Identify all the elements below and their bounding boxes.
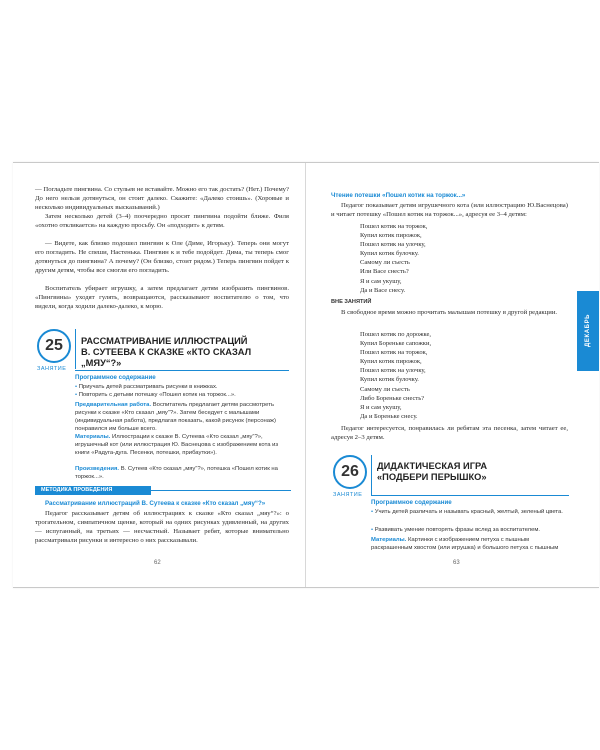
program-heading: Программное содержание (75, 374, 156, 381)
bullet-2 (371, 526, 571, 534)
bullet-dot-icon: • (371, 509, 375, 515)
poem-line: Пошел котик на улочку, (360, 241, 426, 249)
poem-line: Купил котик булочку. (360, 250, 419, 258)
materials-block (75, 433, 291, 457)
prelim-text: Воспитатель предлагает детям рассмотреть рисунки к сказке «Кто сказал „мяу“?». Затем беседует с малышами (индивидуальная работа), предлагая показать, какой рисунок (персонаж) понравился им больше всего. (75, 402, 276, 432)
poem-line: Пошел котик по дорожке, (360, 331, 432, 338)
method-rule (145, 490, 291, 491)
page-number-left: 62 (154, 560, 161, 566)
bullet-text: Повторить с детьми потешку «Пошел котик на торжок...». (78, 392, 236, 398)
lesson-title-line2: «ПОДБЕРИ ПЕРЫШКО» (377, 472, 487, 482)
paragraph-1: — Погладьте пингвина. Со стульев не вставайте. Можно его так достать? (Нет.) Почему? До него нельзя дотянуться, он стоит далеко. Скажите: «Далеко стоишь». (Хоровые и несколько индивидуальных высказываний.) (35, 186, 289, 212)
lesson-title-line2: В. СУТЕЕВА К СКАЗКЕ «КТО СКАЗАЛ „МЯУ“?» (81, 347, 252, 368)
bullet-1 (371, 508, 571, 516)
prelim-label: Предварительная работа. (75, 402, 152, 408)
lesson-underline (371, 495, 569, 496)
poem-line: Или Васе снесть? (360, 268, 409, 276)
bullet-text: Приучать детей рассматривать рисунки в книжках. (78, 384, 218, 390)
bullet-dot-icon: • (75, 384, 79, 390)
poem-line: Самому ли съесть (360, 259, 410, 267)
poem-line: Пошел котик на торжок, (360, 223, 428, 230)
left-page (13, 163, 306, 587)
paragraph-2: Затем несколько детей (3–4) поочередно просят пингвина подойти ближе. Филя «охотно откликается» на каждую просьбу. Он «подходит» к детям. (35, 213, 289, 230)
bullet-dot-icon: • (371, 527, 375, 533)
paragraph-3: — Видете, как близко подошел пингвин к Оле (Диме, Игорьку). Теперь они могут его погладить. Не спеши, Настенька. Пингвин к и тебе подойдет. Дима, ты теперь смог дотянуться до пингвина? А почему? (Он близко, стоит рядом.) Теперь пингвин пойдет к другим детям, чтобы все смогли его погладить. (35, 240, 289, 275)
lesson-title-line1: РАССМАТРИВАНИЕ ИЛЛЮСТРАЦИЙ (81, 336, 248, 346)
bullet-1 (75, 383, 291, 391)
reading-text: Педагог показывает детям игрушечного кота (или иллюстрацию Ю.Васнецова) и читает потешку «Пошел котик на торжок...», адресуя ее 3–4 детям: (331, 202, 568, 219)
lesson-divider (75, 329, 76, 369)
closing-text: Педагог интересуется, понравилась ли ребятам эта песенка, затем читает ее, адресуя 2–3 детям. (331, 425, 568, 442)
bullet-text: Учить детей различать и называть красный, желтый, зеленый цвета. (374, 509, 563, 515)
materials-block (371, 536, 571, 552)
method-subhead: Рассматривание иллюстраций В. Сутеева к сказке «Кто сказал „мяу“?» (45, 500, 266, 507)
poem-2 (360, 330, 431, 421)
lesson-divider (371, 455, 372, 495)
outside-text: В свободное время можно прочитать малышам потешку в другой редакции. (341, 309, 558, 316)
poem-line: Да и Бореньке снесу. (360, 412, 418, 420)
paragraph-4: Воспитатель убирает игрушку, а затем предлагает детям изобразить пингвинов. «Пингвины» уходят гулять, возвращаются, рассказывают воспитателю о том, что видели, когда ходили далеко-далеко, к морю. (35, 285, 289, 311)
bullet-text: Развивать умение повторять фразы вслед за воспитателем. (374, 527, 541, 533)
product-text: В. Сутеев «Кто сказал „мяу“?», потешка «Пошел котик на торжок...». (75, 466, 278, 480)
method-band: МЕТОДИКА ПРОВЕДЕНИЯ (35, 486, 151, 495)
page-number-right: 63 (453, 560, 460, 566)
poem-line: Купил котик пирожок, (360, 358, 422, 366)
poem-line: Пошел котик на торжок, (360, 349, 428, 357)
poem-line: Да и Васе снесу. (360, 286, 406, 294)
poem-line: Самому ли съесть (360, 385, 410, 393)
poem-line: Купил котик булочку. (360, 376, 419, 384)
materials-label: Материалы. (371, 537, 407, 543)
poem-line: Купил Бореньке сапожки, (360, 340, 432, 348)
month-side-tab (577, 291, 599, 371)
lesson-title-line1: ДИДАКТИЧЕСКАЯ ИГРА (377, 461, 488, 471)
program-heading: Программное содержание (371, 499, 452, 506)
lesson-label: ЗАНЯТИЕ (37, 366, 67, 372)
poem-line: Я и сам укушу, (360, 277, 402, 285)
product-label: Произведения. (75, 466, 120, 472)
month-tab-label: ДЕКАБРЬ (585, 313, 591, 347)
book-spread (13, 162, 599, 588)
poem-line: Либо Бореньке снесть? (360, 394, 425, 402)
prelim-block (75, 401, 291, 433)
poem-1 (360, 222, 427, 295)
materials-text: Иллюстрации к сказке В. Сутеева «Кто сказал „мяу“?», игрушечный кот (или иллюстрация Ю. Васнецова с изображением кота из книги «Радуга-дуга. Песенки, потешки, прибаутки»). (75, 434, 279, 456)
bullet-dot-icon: • (75, 392, 79, 398)
lesson-number-25: 25 (37, 329, 71, 363)
outside-label: ВНЕ ЗАНЯТИЙ (331, 299, 372, 305)
lesson-label: ЗАНЯТИЕ (333, 492, 363, 498)
reading-heading: Чтение потешки «Пошел котик на торжок...» (331, 192, 466, 199)
bullet-2 (75, 391, 291, 399)
method-text: Педагог рассказывает детям об иллюстрациях к сказке «Кто сказал „мяу“?»: о трогательном, симпатичном щенке, который на одних рисунках удивленный, на других — испуганный, на третьих — несчастный. Называет ребят, которые внимательно рассматривали рисунки и интересно о них рассказывали. (35, 510, 289, 545)
lesson-underline (75, 370, 289, 371)
product-block (75, 465, 291, 481)
materials-text: Картинки с изображением петуха с пышным раскрашенным хвостом (или игрушка) и большого петуха с пышным (371, 537, 559, 551)
poem-line: Пошел котик на улочку, (360, 367, 426, 375)
right-page (306, 163, 599, 587)
poem-line: Купил котик пирожок, (360, 232, 422, 240)
materials-label: Материалы. (75, 434, 111, 440)
lesson-number-26: 26 (333, 455, 367, 489)
poem-line: Я и сам укушу, (360, 403, 402, 411)
